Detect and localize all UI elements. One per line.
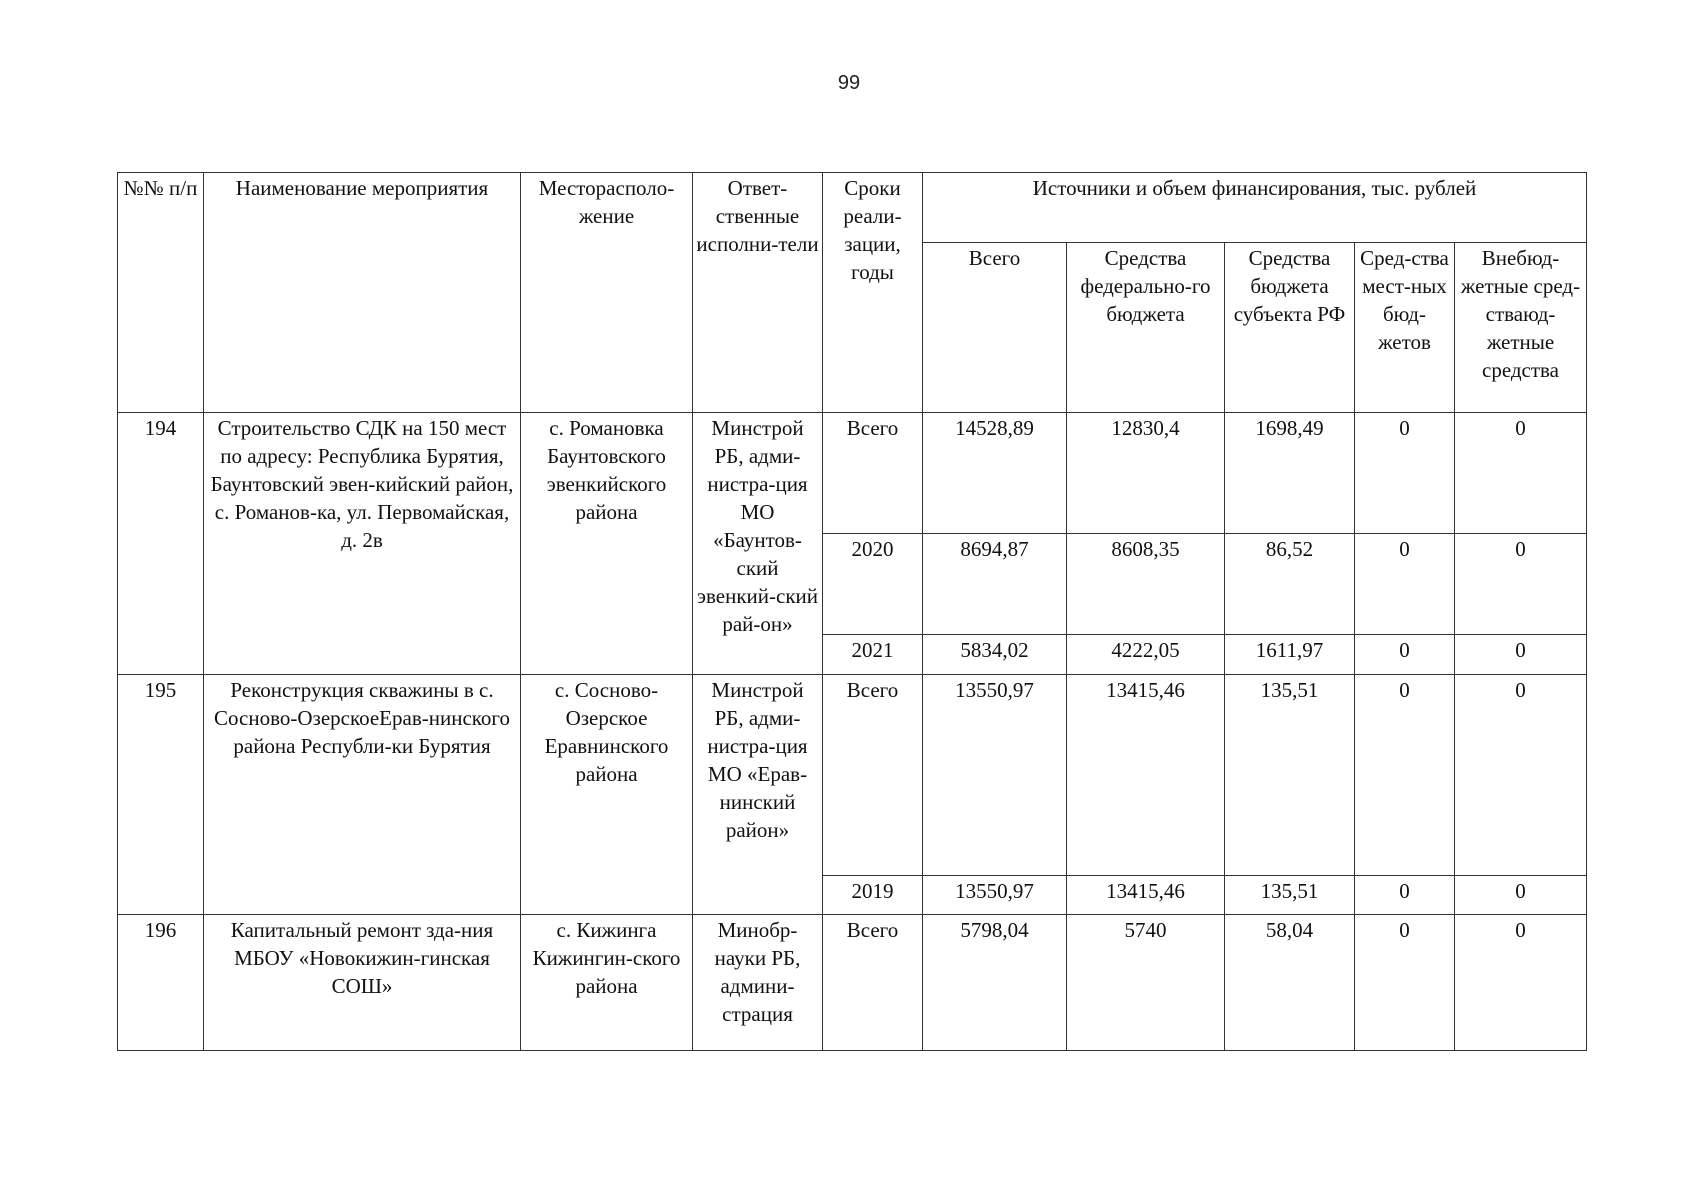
cell-local: 0	[1355, 675, 1455, 876]
cell-responsible: Минобр-науки РБ, админи-страция	[693, 915, 823, 1051]
cell-period: 2021	[823, 635, 923, 675]
cell-name: Реконструкция скважины в с. Сосново-ОзерскоеЕрав-нинского района Республи-ки Бурятия	[204, 675, 521, 915]
cell-period: Всего	[823, 675, 923, 876]
cell-local: 0	[1355, 915, 1455, 1051]
cell-federal: 13415,46	[1067, 675, 1225, 876]
cell-extra: 0	[1455, 876, 1587, 915]
cell-local: 0	[1355, 635, 1455, 675]
cell-total: 5834,02	[923, 635, 1067, 675]
cell-responsible: Минстрой РБ, адми-нистра-ция МО «Ерав-нинский район»	[693, 675, 823, 915]
cell-total: 8694,87	[923, 534, 1067, 635]
cell-regional: 58,04	[1225, 915, 1355, 1051]
cell-regional: 135,51	[1225, 876, 1355, 915]
cell-federal: 5740	[1067, 915, 1225, 1051]
table-row	[118, 915, 1587, 1051]
cell-extra: 0	[1455, 413, 1587, 534]
cell-regional: 1611,97	[1225, 635, 1355, 675]
header-extra: Внебюд-жетные сред-стваюд-жетные средства	[1455, 243, 1587, 413]
cell-regional: 1698,49	[1225, 413, 1355, 534]
funding-table	[117, 172, 1587, 1051]
cell-extra: 0	[1455, 915, 1587, 1051]
cell-location: с. Романовка Баунтовского эвенкийского района	[521, 413, 693, 675]
cell-total: 13550,97	[923, 675, 1067, 876]
cell-num: 195	[118, 675, 204, 915]
cell-local: 0	[1355, 413, 1455, 534]
cell-local: 0	[1355, 876, 1455, 915]
header-location: Месторасполо-жение	[521, 173, 693, 413]
cell-extra: 0	[1455, 635, 1587, 675]
header-responsible: Ответ-ственные исполни-тели	[693, 173, 823, 413]
table-row	[118, 413, 1587, 534]
cell-federal: 4222,05	[1067, 635, 1225, 675]
cell-regional: 86,52	[1225, 534, 1355, 635]
cell-total: 14528,89	[923, 413, 1067, 534]
cell-federal: 13415,46	[1067, 876, 1225, 915]
cell-period: 2019	[823, 876, 923, 915]
cell-regional: 135,51	[1225, 675, 1355, 876]
cell-name: Капитальный ремонт зда-ния МБОУ «Новокижин-гинская СОШ»	[204, 915, 521, 1051]
cell-local: 0	[1355, 534, 1455, 635]
cell-name: Строительство СДК на 150 мест по адресу: Республика Бурятия, Баунтовский эвен-кийский район, с. Романов-ка, ул. Первомайская, д. 2в	[204, 413, 521, 675]
header-period: Сроки реали-зации, годы	[823, 173, 923, 413]
cell-location: с. Сосново-Озерское Еравнинского района	[521, 675, 693, 915]
header-name: Наименование мероприятия	[204, 173, 521, 413]
cell-extra: 0	[1455, 675, 1587, 876]
header-regional: Средства бюджета субъекта РФ	[1225, 243, 1355, 413]
cell-responsible: Минстрой РБ, адми-нистра-ция МО «Баунтов-ский эвенкий-ский рай-он»	[693, 413, 823, 675]
cell-period: Всего	[823, 413, 923, 534]
cell-location: с. Кижинга Кижингин-ского района	[521, 915, 693, 1051]
header-total: Всего	[923, 243, 1067, 413]
cell-federal: 8608,35	[1067, 534, 1225, 635]
cell-federal: 12830,4	[1067, 413, 1225, 534]
page-number: 99	[837, 72, 861, 94]
cell-period: Всего	[823, 915, 923, 1051]
header-num: №№ п/п	[118, 173, 204, 413]
cell-total: 5798,04	[923, 915, 1067, 1051]
table-row	[118, 675, 1587, 876]
cell-period: 2020	[823, 534, 923, 635]
cell-num: 196	[118, 915, 204, 1051]
header-local: Сред-ства мест-ных бюд-жетов	[1355, 243, 1455, 413]
header-federal: Средства федерально-го бюджета	[1067, 243, 1225, 413]
cell-total: 13550,97	[923, 876, 1067, 915]
header-row	[118, 173, 1587, 243]
cell-extra: 0	[1455, 534, 1587, 635]
cell-num: 194	[118, 413, 204, 675]
header-funding: Источники и объем финансирования, тыс. рублей	[923, 173, 1587, 243]
